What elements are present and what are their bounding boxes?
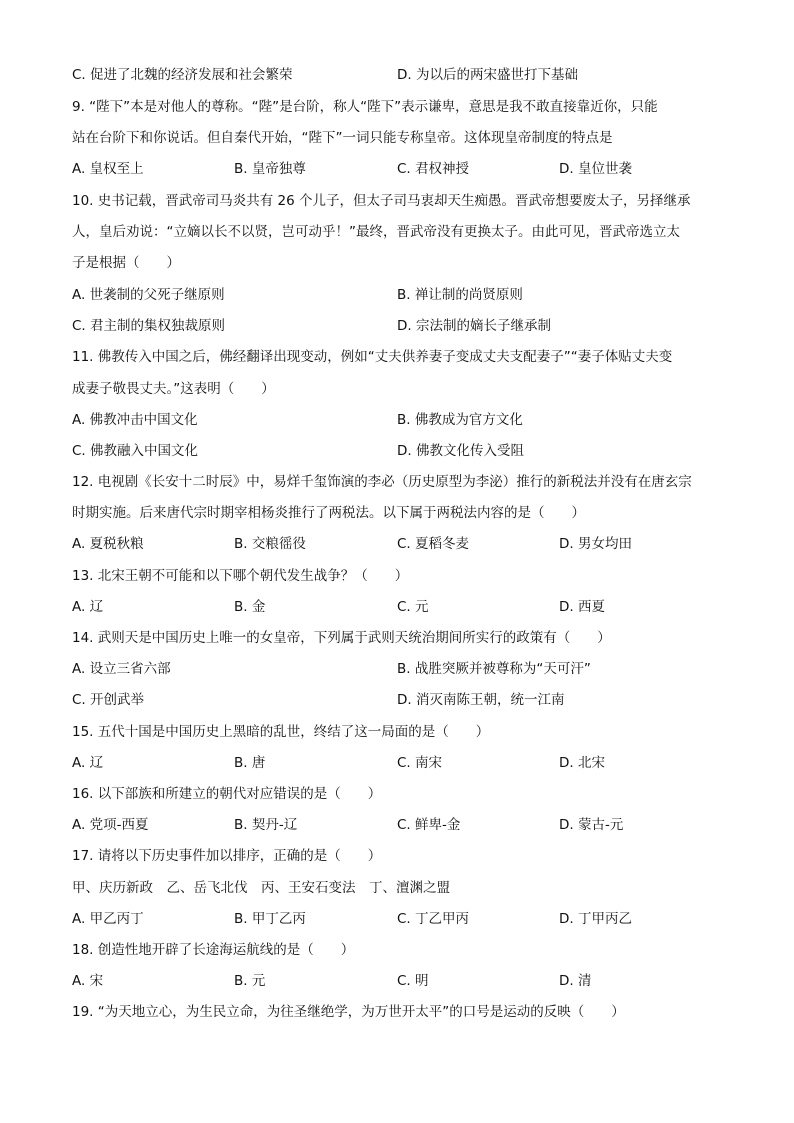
q10-stem-line: 人，皇后劝说：“立嫡以长不以贤，岂可动乎！”最终，晋武帝没有更换太子。由此可见，晋武帝选立太	[72, 224, 680, 240]
q11-option-a: A. 佛教冲击中国文化	[72, 412, 198, 428]
q18-option-d: D. 清	[559, 973, 592, 989]
q17-option-b: B. 甲丁乙丙	[234, 911, 306, 927]
q12-option-a: A. 夏税秋粮	[72, 536, 144, 552]
q13-options-row	[72, 596, 722, 618]
q11-stem-line: 成妻子敬畏丈夫。”这表明（ ）	[72, 381, 275, 397]
q11-options-row	[72, 440, 722, 462]
q17-option-d: D. 丁甲丙乙	[559, 911, 632, 927]
q9-stem-line: 9. “陛下”本是对他人的尊称。“陛”是台阶，称人“陛下”表示谦卑，意思是我不敢直接靠近你，只能	[72, 99, 658, 115]
q16-option-a: A. 党项-西夏	[72, 817, 149, 833]
q13-option-d: D. 西夏	[559, 599, 605, 615]
q10-option-d: D. 宗法制的嫡长子继承制	[397, 318, 551, 334]
q16-option-b: B. 契丹-辽	[234, 817, 298, 833]
q15-stem-line: 15. 五代十国是中国历史上黑暗的乱世，终结了这一局面的是（ ）	[72, 724, 490, 740]
q16-stem-line: 16. 以下部族和所建立的朝代对应错误的是（ ）	[72, 786, 382, 802]
q19-stem-line: 19. “为天地立心，为生民立命，为往圣继绝学，为万世开太平”的口号是运动的反映（ ）	[72, 1004, 625, 1020]
q10-stem-line: 子是根据（ ）	[72, 255, 180, 271]
q12-option-c: C. 夏稻冬麦	[397, 536, 470, 552]
q13-option-a: A. 辽	[72, 599, 104, 615]
q18-stem-line: 18. 创造性地开辟了长途海运航线的是（ ）	[72, 942, 355, 958]
q14-stem-line: 14. 武则天是中国历史上唯一的女皇帝，下列属于武则天统治期间所实行的政策有（ ）	[72, 630, 611, 646]
q12-option-b: B. 交粮徭役	[234, 536, 306, 552]
q14-option-b: B. 战胜突厥并被尊称为“天可汗”	[397, 661, 591, 677]
q9-stem-line: 站在台阶下和你说话。但自秦代开始，“陛下”一词只能专称皇帝。这体现皇帝制度的特点是	[72, 130, 613, 146]
q12-stem-line: 时期实施。后来唐代宗时期宰相杨炎推行了两税法。以下属于两税法内容的是（ ）	[72, 505, 585, 521]
q14-option-c: C. 开创武举	[72, 692, 145, 708]
q15-option-b: B. 唐	[234, 755, 266, 771]
q17-stem-line: 甲、庆历新政 乙、岳飞北伐 丙、王安石变法 丁、澶渊之盟	[72, 880, 450, 896]
q15-option-a: A. 辽	[72, 755, 104, 771]
q14-option-d: D. 消灭南陈王朝，统一江南	[397, 692, 565, 708]
option-c: C. 促进了北魏的经济发展和社会繁荣	[72, 67, 293, 83]
q15-options-row	[72, 752, 722, 774]
q9-option-a: A. 皇权至上	[72, 161, 144, 177]
q17-option-a: A. 甲乙丙丁	[72, 911, 144, 927]
q10-options-row	[72, 284, 722, 306]
q11-option-c: C. 佛教融入中国文化	[72, 443, 199, 459]
q13-stem-line: 13. 北宋王朝不可能和以下哪个朝代发生战争？（ ）	[72, 568, 409, 584]
q16-option-d: D. 蒙古-元	[559, 817, 624, 833]
q17-option-c: C. 丁乙甲丙	[397, 911, 470, 927]
q17-options-row	[72, 908, 722, 930]
q17-stem-line: 17. 请将以下历史事件加以排序，正确的是（ ）	[72, 848, 382, 864]
q16-option-c: C. 鲜卑-金	[397, 817, 461, 833]
q13-option-c: C. 元	[397, 599, 429, 615]
q10-options-row	[72, 315, 722, 337]
q14-options-row	[72, 689, 722, 711]
q18-option-c: C. 明	[397, 973, 429, 989]
q11-option-b: B. 佛教成为官方文化	[397, 412, 523, 428]
q9-option-b: B. 皇帝独尊	[234, 161, 306, 177]
q10-stem-line: 10. 史书记载，晋武帝司马炎共有 26 个儿子，但太子司马衷却天生痴愚。晋武帝想要废太子，另择继承	[72, 193, 691, 209]
q16-options-row	[72, 814, 722, 836]
q12-stem-line: 12. 电视剧《长安十二时辰》中，易烊千玺饰演的李必（历史原型为李泌）推行的新税法并没有在唐玄宗	[72, 474, 692, 490]
q9-option-c: C. 君权神授	[397, 161, 470, 177]
prev-options-row	[72, 64, 722, 86]
q13-option-b: B. 金	[234, 599, 266, 615]
q11-options-row	[72, 409, 722, 431]
q12-option-d: D. 男女均田	[559, 536, 632, 552]
q15-option-c: C. 南宋	[397, 755, 443, 771]
q15-option-d: D. 北宋	[559, 755, 605, 771]
option-d: D. 为以后的两宋盛世打下基础	[397, 67, 578, 83]
q14-options-row	[72, 658, 722, 680]
q18-option-b: B. 元	[234, 973, 266, 989]
q12-options-row	[72, 533, 722, 555]
q10-option-c: C. 君主制的集权独裁原则	[72, 318, 226, 334]
q10-option-b: B. 禅让制的尚贤原则	[397, 287, 523, 303]
q10-option-a: A. 世袭制的父死子继原则	[72, 287, 225, 303]
q18-option-a: A. 宋	[72, 973, 104, 989]
q9-option-d: D. 皇位世袭	[559, 161, 632, 177]
q11-option-d: D. 佛教文化传入受阻	[397, 443, 524, 459]
q11-stem-line: 11. 佛教传入中国之后，佛经翻译出现变动，例如“丈夫供养妻子变成丈夫支配妻子”“妻子体贴丈夫变	[72, 349, 673, 365]
q9-options-row	[72, 158, 722, 180]
q18-options-row	[72, 970, 722, 992]
q14-option-a: A. 设立三省六部	[72, 661, 171, 677]
